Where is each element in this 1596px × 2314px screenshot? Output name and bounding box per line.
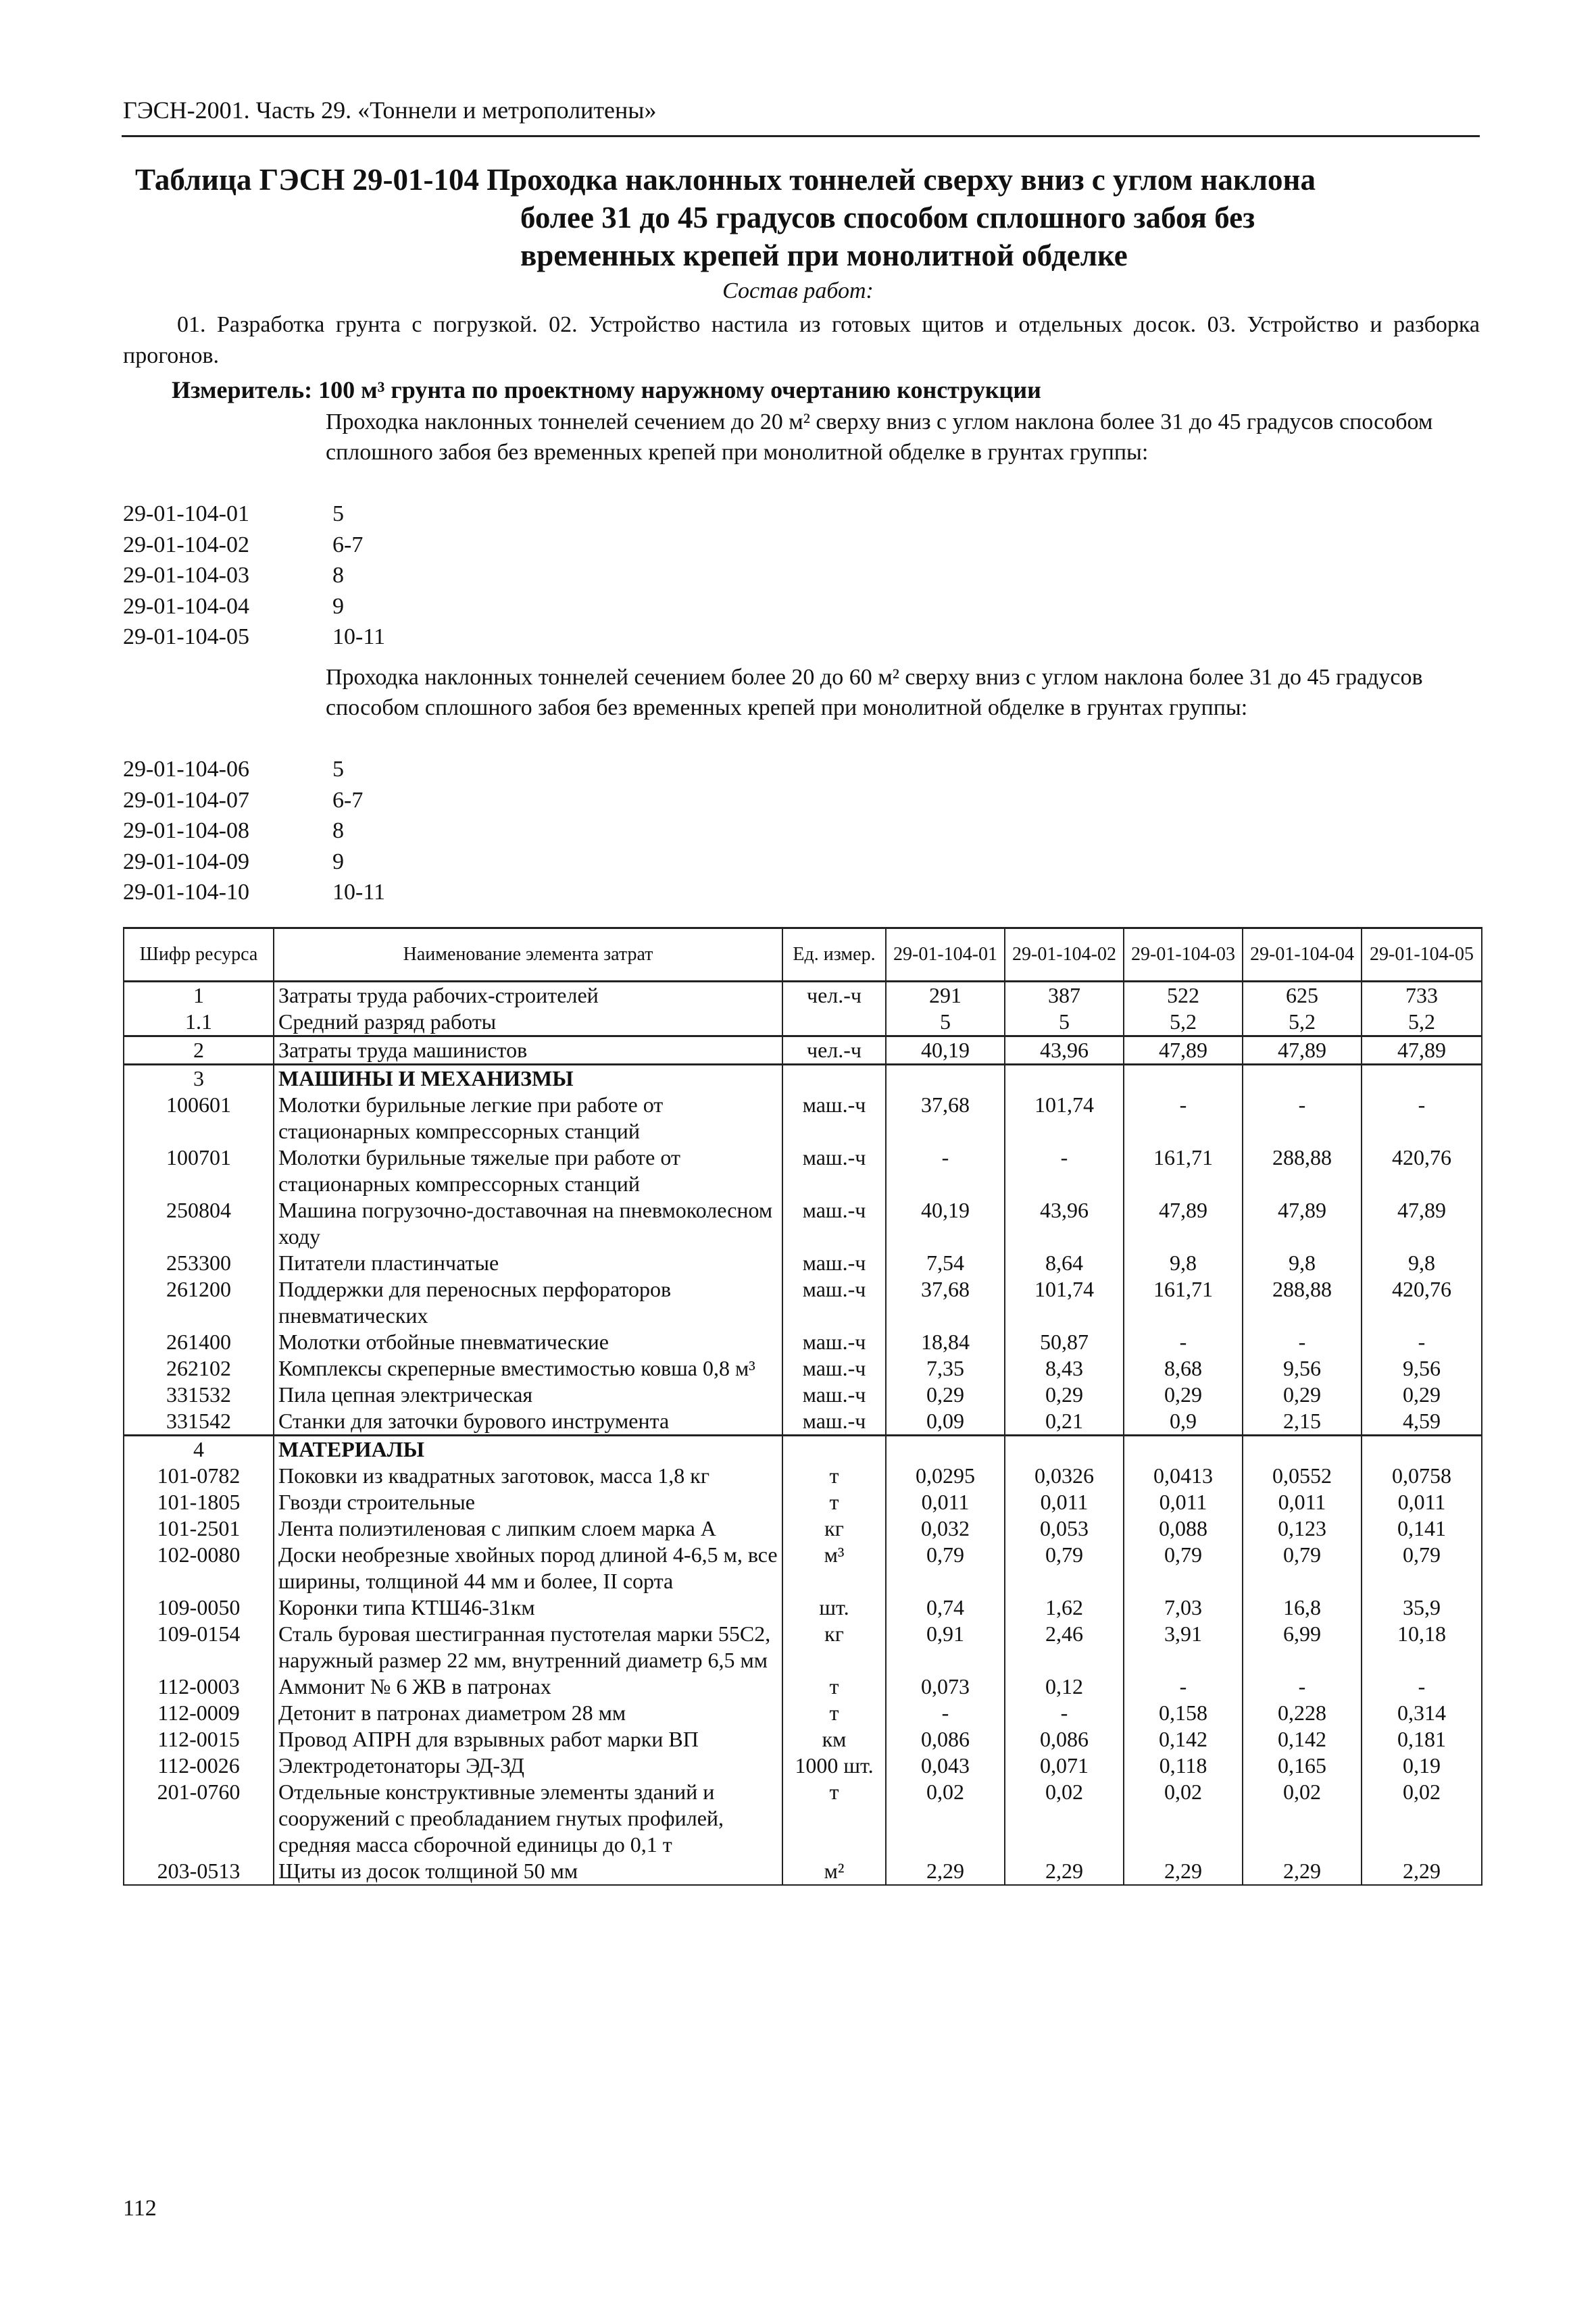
- value-cell: 16,8: [1243, 1594, 1362, 1621]
- code: 29-01-104-04: [123, 593, 249, 619]
- resource-name: Щиты из досок толщиной 50 мм: [274, 1858, 782, 1885]
- resource-code: 109-0050: [124, 1594, 274, 1621]
- value-cell: 0,29: [1005, 1382, 1124, 1408]
- value-cell: 733: [1362, 982, 1482, 1009]
- value-cell: 5,2: [1243, 1009, 1362, 1036]
- value-cell: 420,76: [1362, 1276, 1482, 1329]
- value-cell: -: [1005, 1145, 1124, 1197]
- value-cell: 37,68: [886, 1092, 1005, 1145]
- header-cell: 29-01-104-05: [1362, 928, 1482, 982]
- value-cell: 0,142: [1124, 1726, 1243, 1753]
- resource-code: 201-0760: [124, 1779, 274, 1858]
- value-cell: 43,96: [1005, 1197, 1124, 1250]
- table-row: [124, 1436, 1482, 1463]
- value-cell: -: [1243, 1674, 1362, 1700]
- unit: маш.-ч: [782, 1355, 886, 1382]
- value-cell: 40,19: [886, 1036, 1005, 1065]
- resource-name: Пила цепная электрическая: [274, 1382, 782, 1408]
- value-cell: 1,62: [1005, 1594, 1124, 1621]
- value-cell: 8,68: [1124, 1355, 1243, 1382]
- soil-group: 9: [332, 849, 344, 874]
- code-row: [123, 815, 385, 847]
- value-cell: 10,18: [1362, 1621, 1482, 1674]
- resource-code: 203-0513: [124, 1858, 274, 1885]
- unit: [782, 1065, 886, 1092]
- value-cell: 0,91: [886, 1621, 1005, 1674]
- unit: т: [782, 1779, 886, 1858]
- value-cell: -: [1124, 1329, 1243, 1355]
- resource-code: 1.1: [124, 1009, 274, 1036]
- value-cell: 0,165: [1243, 1753, 1362, 1779]
- unit: кг: [782, 1621, 886, 1674]
- header-cell: 29-01-104-02: [1005, 928, 1124, 982]
- code-row: [123, 785, 385, 816]
- resource-name: Молотки бурильные легкие при работе от стационарных компрессорных станций: [274, 1092, 782, 1145]
- value-cell: 43,96: [1005, 1036, 1124, 1065]
- value-cell: 0,9: [1124, 1408, 1243, 1436]
- value-cell: 0,29: [1362, 1382, 1482, 1408]
- value-cell: 0,011: [1124, 1489, 1243, 1515]
- value-cell: [1005, 1436, 1124, 1463]
- value-cell: 7,54: [886, 1250, 1005, 1276]
- table-row: [124, 1542, 1482, 1594]
- value-cell: [886, 1065, 1005, 1092]
- value-cell: 420,76: [1362, 1145, 1482, 1197]
- title-line-2: более 31 до 45 градусов способом сплошного забоя без: [520, 201, 1255, 234]
- resource-code: 101-0782: [124, 1463, 274, 1489]
- value-cell: -: [1243, 1092, 1362, 1145]
- value-cell: 47,89: [1124, 1197, 1243, 1250]
- value-cell: 9,56: [1243, 1355, 1362, 1382]
- table-row: [124, 1463, 1482, 1489]
- resource-code: 3: [124, 1065, 274, 1092]
- unit: м³: [782, 1542, 886, 1594]
- unit: маш.-ч: [782, 1197, 886, 1250]
- unit: маш.-ч: [782, 1329, 886, 1355]
- value-cell: 47,89: [1362, 1197, 1482, 1250]
- resource-code: 112-0003: [124, 1674, 274, 1700]
- code-list-2: [123, 754, 385, 908]
- resource-name: Молотки отбойные пневматические: [274, 1329, 782, 1355]
- soil-group: 10-11: [332, 624, 386, 649]
- value-cell: 0,086: [886, 1726, 1005, 1753]
- resource-name: Сталь буровая шестигранная пустотелая марки 55С2, наружный размер 22 мм, внутренний диаметр 6,5 мм: [274, 1621, 782, 1674]
- resource-name: Доски необрезные хвойных пород длиной 4-6,5 м, все ширины, толщиной 44 мм и более, II сорта: [274, 1542, 782, 1594]
- value-cell: 18,84: [886, 1329, 1005, 1355]
- value-cell: 0,314: [1362, 1700, 1482, 1726]
- value-cell: 0,02: [1243, 1779, 1362, 1858]
- value-cell: 7,35: [886, 1355, 1005, 1382]
- value-cell: 0,09: [886, 1408, 1005, 1436]
- value-cell: 0,141: [1362, 1515, 1482, 1542]
- value-cell: 161,71: [1124, 1145, 1243, 1197]
- composition-text: 01. Разработка грунта с погрузкой. 02. Устройство настила из готовых щитов и отдельных досок. 03. Устройство и разборка прогонов.: [123, 312, 1480, 368]
- value-cell: 0,071: [1005, 1753, 1124, 1779]
- value-cell: 8,43: [1005, 1355, 1124, 1382]
- value-cell: [1362, 1065, 1482, 1092]
- header-cell: 29-01-104-04: [1243, 928, 1362, 982]
- table-row: [124, 1858, 1482, 1885]
- value-cell: 3,91: [1124, 1621, 1243, 1674]
- code: 29-01-104-08: [123, 818, 249, 843]
- code: 29-01-104-01: [123, 501, 249, 526]
- value-cell: [1124, 1065, 1243, 1092]
- unit: маш.-ч: [782, 1092, 886, 1145]
- value-cell: 0,088: [1124, 1515, 1243, 1542]
- title-line-3: временных крепей при монолитной обделке: [520, 238, 1128, 272]
- value-cell: 0,0758: [1362, 1463, 1482, 1489]
- value-cell: -: [886, 1700, 1005, 1726]
- value-cell: 0,19: [1362, 1753, 1482, 1779]
- value-cell: -: [1124, 1674, 1243, 1700]
- value-cell: 0,181: [1362, 1726, 1482, 1753]
- value-cell: 0,79: [1362, 1542, 1482, 1594]
- table-row: [124, 1276, 1482, 1329]
- value-cell: 0,79: [1005, 1542, 1124, 1594]
- value-cell: 0,79: [1243, 1542, 1362, 1594]
- value-cell: 50,87: [1005, 1329, 1124, 1355]
- table-header-row: [124, 928, 1482, 982]
- value-cell: -: [886, 1145, 1005, 1197]
- header-cell: 29-01-104-03: [1124, 928, 1243, 982]
- value-cell: 7,03: [1124, 1594, 1243, 1621]
- composition-label: Состав работ:: [722, 278, 874, 303]
- table-row: [124, 1621, 1482, 1674]
- resource-name: Аммонит № 6 ЖВ в патронах: [274, 1674, 782, 1700]
- resource-name: Провод АПРН для взрывных работ марки ВП: [274, 1726, 782, 1753]
- value-cell: 101,74: [1005, 1276, 1124, 1329]
- soil-group: 9: [332, 593, 344, 619]
- value-cell: 47,89: [1243, 1036, 1362, 1065]
- value-cell: 37,68: [886, 1276, 1005, 1329]
- value-cell: 2,29: [1124, 1858, 1243, 1885]
- table-row: [124, 1779, 1482, 1858]
- value-cell: 0,79: [886, 1542, 1005, 1594]
- measure-unit: Измеритель: 100 м³ грунта по проектному наружному очертанию конструкции: [172, 376, 1041, 403]
- code-row: [123, 591, 385, 622]
- code: 29-01-104-02: [123, 532, 249, 557]
- value-cell: 0,123: [1243, 1515, 1362, 1542]
- title-line-1: Таблица ГЭСН 29-01-104 Проходка наклонных тоннелей сверху вниз с углом наклона: [135, 163, 1316, 197]
- table-row: [124, 1145, 1482, 1197]
- code: 29-01-104-07: [123, 787, 249, 813]
- resource-code: 331532: [124, 1382, 274, 1408]
- value-cell: 0,011: [1362, 1489, 1482, 1515]
- value-cell: 161,71: [1124, 1276, 1243, 1329]
- resource-name: Гвозди строительные: [274, 1489, 782, 1515]
- value-cell: -: [1005, 1700, 1124, 1726]
- value-cell: 2,15: [1243, 1408, 1362, 1436]
- header-cell: Шифр ресурса: [124, 928, 274, 982]
- soil-group: 6-7: [332, 787, 364, 813]
- resource-code: 331542: [124, 1408, 274, 1436]
- value-cell: 0,086: [1005, 1726, 1124, 1753]
- value-cell: 0,02: [1362, 1779, 1482, 1858]
- code: 29-01-104-05: [123, 624, 249, 649]
- resource-code: 250804: [124, 1197, 274, 1250]
- unit: 1000 шт.: [782, 1753, 886, 1779]
- value-cell: 0,142: [1243, 1726, 1362, 1753]
- resource-name: Затраты труда машинистов: [274, 1036, 782, 1065]
- value-cell: 0,011: [1005, 1489, 1124, 1515]
- value-cell: 6,99: [1243, 1621, 1362, 1674]
- resource-code: 4: [124, 1436, 274, 1463]
- value-cell: 0,29: [886, 1382, 1005, 1408]
- resource-code: 101-1805: [124, 1489, 274, 1515]
- value-cell: 0,0326: [1005, 1463, 1124, 1489]
- value-cell: 4,59: [1362, 1408, 1482, 1436]
- page-header: ГЭСН-2001. Часть 29. «Тоннели и метрополитены»: [123, 97, 657, 124]
- unit: [782, 1436, 886, 1463]
- value-cell: 2,29: [1362, 1858, 1482, 1885]
- value-cell: 0,073: [886, 1674, 1005, 1700]
- value-cell: 0,21: [1005, 1408, 1124, 1436]
- unit: маш.-ч: [782, 1408, 886, 1436]
- resource-code: 253300: [124, 1250, 274, 1276]
- resource-name: Станки для заточки бурового инструмента: [274, 1408, 782, 1436]
- value-cell: 0,0295: [886, 1463, 1005, 1489]
- resource-code: 1: [124, 982, 274, 1009]
- unit: чел.-ч: [782, 982, 886, 1009]
- table-row: [124, 1489, 1482, 1515]
- value-cell: 0,12: [1005, 1674, 1124, 1700]
- table-row: [124, 1515, 1482, 1542]
- resource-name: МАШИНЫ И МЕХАНИЗМЫ: [274, 1065, 782, 1092]
- value-cell: [1243, 1436, 1362, 1463]
- table-row: [124, 1329, 1482, 1355]
- value-cell: [1124, 1436, 1243, 1463]
- value-cell: 2,29: [886, 1858, 1005, 1885]
- header-cell: Наименование элемента затрат: [274, 928, 782, 982]
- resource-name: Затраты труда рабочих-строителей: [274, 982, 782, 1009]
- code-row: [123, 877, 385, 908]
- value-cell: 5,2: [1124, 1009, 1243, 1036]
- unit: т: [782, 1489, 886, 1515]
- unit: маш.-ч: [782, 1145, 886, 1197]
- value-cell: [886, 1436, 1005, 1463]
- value-cell: 0,011: [1243, 1489, 1362, 1515]
- value-cell: 5: [886, 1009, 1005, 1036]
- resource-name: Питатели пластинчатые: [274, 1250, 782, 1276]
- resource-name: Средний разряд работы: [274, 1009, 782, 1036]
- unit: маш.-ч: [782, 1250, 886, 1276]
- value-cell: 5,2: [1362, 1009, 1482, 1036]
- unit: шт.: [782, 1594, 886, 1621]
- resource-code: 101-2501: [124, 1515, 274, 1542]
- table-row: [124, 982, 1482, 1009]
- unit: т: [782, 1674, 886, 1700]
- value-cell: 288,88: [1243, 1145, 1362, 1197]
- unit: [782, 1009, 886, 1036]
- value-cell: 9,8: [1362, 1250, 1482, 1276]
- code: 29-01-104-09: [123, 849, 249, 874]
- code-row: [123, 847, 385, 878]
- soil-group: 8: [332, 563, 344, 588]
- value-cell: 0,032: [886, 1515, 1005, 1542]
- value-cell: 5: [1005, 1009, 1124, 1036]
- value-cell: [1005, 1065, 1124, 1092]
- table-row: [124, 1408, 1482, 1436]
- value-cell: 8,64: [1005, 1250, 1124, 1276]
- value-cell: 0,02: [1124, 1779, 1243, 1858]
- value-cell: 0,79: [1124, 1542, 1243, 1594]
- resource-code: 2: [124, 1036, 274, 1065]
- table-row: [124, 1092, 1482, 1145]
- unit: км: [782, 1726, 886, 1753]
- table-row: [124, 1700, 1482, 1726]
- soil-group: 5: [332, 757, 344, 782]
- value-cell: 0,228: [1243, 1700, 1362, 1726]
- resource-name: МАТЕРИАЛЫ: [274, 1436, 782, 1463]
- resource-name: Комплексы скреперные вместимостью ковша 0,8 м³: [274, 1355, 782, 1382]
- resource-name: Машина погрузочно-доставочная на пневмоколесном ходу: [274, 1197, 782, 1250]
- soil-group: 5: [332, 501, 344, 526]
- value-cell: -: [1362, 1674, 1482, 1700]
- value-cell: 625: [1243, 982, 1362, 1009]
- table-row: [124, 1753, 1482, 1779]
- table-row: [124, 1726, 1482, 1753]
- value-cell: 0,053: [1005, 1515, 1124, 1542]
- table-row: [124, 1197, 1482, 1250]
- table-row: [124, 1674, 1482, 1700]
- resource-code: 100701: [124, 1145, 274, 1197]
- value-cell: 40,19: [886, 1197, 1005, 1250]
- code-row: [123, 622, 385, 653]
- table-row: [124, 1355, 1482, 1382]
- value-cell: -: [1124, 1092, 1243, 1145]
- value-cell: 47,89: [1362, 1036, 1482, 1065]
- table-row: [124, 1036, 1482, 1065]
- value-cell: 9,8: [1124, 1250, 1243, 1276]
- value-cell: 0,29: [1124, 1382, 1243, 1408]
- unit: м²: [782, 1858, 886, 1885]
- value-cell: 522: [1124, 982, 1243, 1009]
- unit: т: [782, 1700, 886, 1726]
- value-cell: 0,02: [1005, 1779, 1124, 1858]
- resource-name: Электродетонаторы ЭД-ЗД: [274, 1753, 782, 1779]
- value-cell: 9,8: [1243, 1250, 1362, 1276]
- code-row: [123, 754, 385, 785]
- resource-code: 102-0080: [124, 1542, 274, 1594]
- value-cell: -: [1362, 1329, 1482, 1355]
- header-cell: Ед. измер.: [782, 928, 886, 982]
- value-cell: 47,89: [1243, 1197, 1362, 1250]
- resource-code: 109-0154: [124, 1621, 274, 1674]
- value-cell: 291: [886, 982, 1005, 1009]
- code-row: [123, 530, 385, 561]
- table-row: [124, 1009, 1482, 1036]
- value-cell: 0,02: [886, 1779, 1005, 1858]
- unit: кг: [782, 1515, 886, 1542]
- resource-name: Поддержки для переносных перфораторов пневматических: [274, 1276, 782, 1329]
- resource-code: 261200: [124, 1276, 274, 1329]
- unit: маш.-ч: [782, 1276, 886, 1329]
- value-cell: [1243, 1065, 1362, 1092]
- header-rule: [122, 135, 1480, 137]
- value-cell: 0,74: [886, 1594, 1005, 1621]
- table-row: [124, 1250, 1482, 1276]
- code: 29-01-104-10: [123, 880, 249, 905]
- value-cell: 47,89: [1124, 1036, 1243, 1065]
- value-cell: 9,56: [1362, 1355, 1482, 1382]
- intro-text-2: Проходка наклонных тоннелей сечением более 20 до 60 м² сверху вниз с углом наклона более 31 до 45 градусов способом сплошного забоя без временных крепей при монолитной обделке в грунтах группы:: [326, 665, 1423, 720]
- resource-name: Детонит в патронах диаметром 28 мм: [274, 1700, 782, 1726]
- table-row: [124, 1382, 1482, 1408]
- code: 29-01-104-06: [123, 757, 249, 782]
- value-cell: -: [1243, 1329, 1362, 1355]
- value-cell: 2,29: [1005, 1858, 1124, 1885]
- code-list-1: [123, 499, 385, 653]
- table-row: [124, 1065, 1482, 1092]
- resource-name: Лента полиэтиленовая с липким слоем марка А: [274, 1515, 782, 1542]
- resource-code: 112-0015: [124, 1726, 274, 1753]
- table-title: [135, 161, 1473, 274]
- page-number: 112: [123, 2196, 157, 2221]
- code-row: [123, 499, 385, 530]
- value-cell: 0,0552: [1243, 1463, 1362, 1489]
- code-row: [123, 560, 385, 591]
- value-cell: 0,118: [1124, 1753, 1243, 1779]
- value-cell: 0,0413: [1124, 1463, 1243, 1489]
- value-cell: 0,29: [1243, 1382, 1362, 1408]
- value-cell: 387: [1005, 982, 1124, 1009]
- value-cell: [1362, 1436, 1482, 1463]
- resource-code: 112-0009: [124, 1700, 274, 1726]
- resource-name: Поковки из квадратных заготовок, масса 1,8 кг: [274, 1463, 782, 1489]
- unit: т: [782, 1463, 886, 1489]
- value-cell: 288,88: [1243, 1276, 1362, 1329]
- value-cell: 0,043: [886, 1753, 1005, 1779]
- resources-table: [123, 927, 1482, 1886]
- resource-code: 261400: [124, 1329, 274, 1355]
- resource-code: 100601: [124, 1092, 274, 1145]
- value-cell: -: [1362, 1092, 1482, 1145]
- value-cell: 0,158: [1124, 1700, 1243, 1726]
- table-row: [124, 1594, 1482, 1621]
- resource-name: Молотки бурильные тяжелые при работе от стационарных компрессорных станций: [274, 1145, 782, 1197]
- value-cell: 2,29: [1243, 1858, 1362, 1885]
- soil-group: 10-11: [332, 880, 386, 905]
- header-cell: 29-01-104-01: [886, 928, 1005, 982]
- value-cell: 101,74: [1005, 1092, 1124, 1145]
- resource-code: 112-0026: [124, 1753, 274, 1779]
- unit: маш.-ч: [782, 1382, 886, 1408]
- resource-name: Отдельные конструктивные элементы зданий и сооружений с преобладанием гнутых профилей, средняя масса сборочной единицы до 0,1 т: [274, 1779, 782, 1858]
- soil-group: 6-7: [332, 532, 364, 557]
- soil-group: 8: [332, 818, 344, 843]
- value-cell: 2,46: [1005, 1621, 1124, 1674]
- value-cell: 0,011: [886, 1489, 1005, 1515]
- unit: чел.-ч: [782, 1036, 886, 1065]
- resource-code: 262102: [124, 1355, 274, 1382]
- intro-text-1: Проходка наклонных тоннелей сечением до 20 м² сверху вниз с углом наклона более 31 до 45 градусов способом сплошного забоя без временных крепей при монолитной обделке в грунтах группы:: [326, 409, 1433, 465]
- code: 29-01-104-03: [123, 563, 249, 588]
- value-cell: 35,9: [1362, 1594, 1482, 1621]
- resource-name: Коронки типа КТШ46-31км: [274, 1594, 782, 1621]
